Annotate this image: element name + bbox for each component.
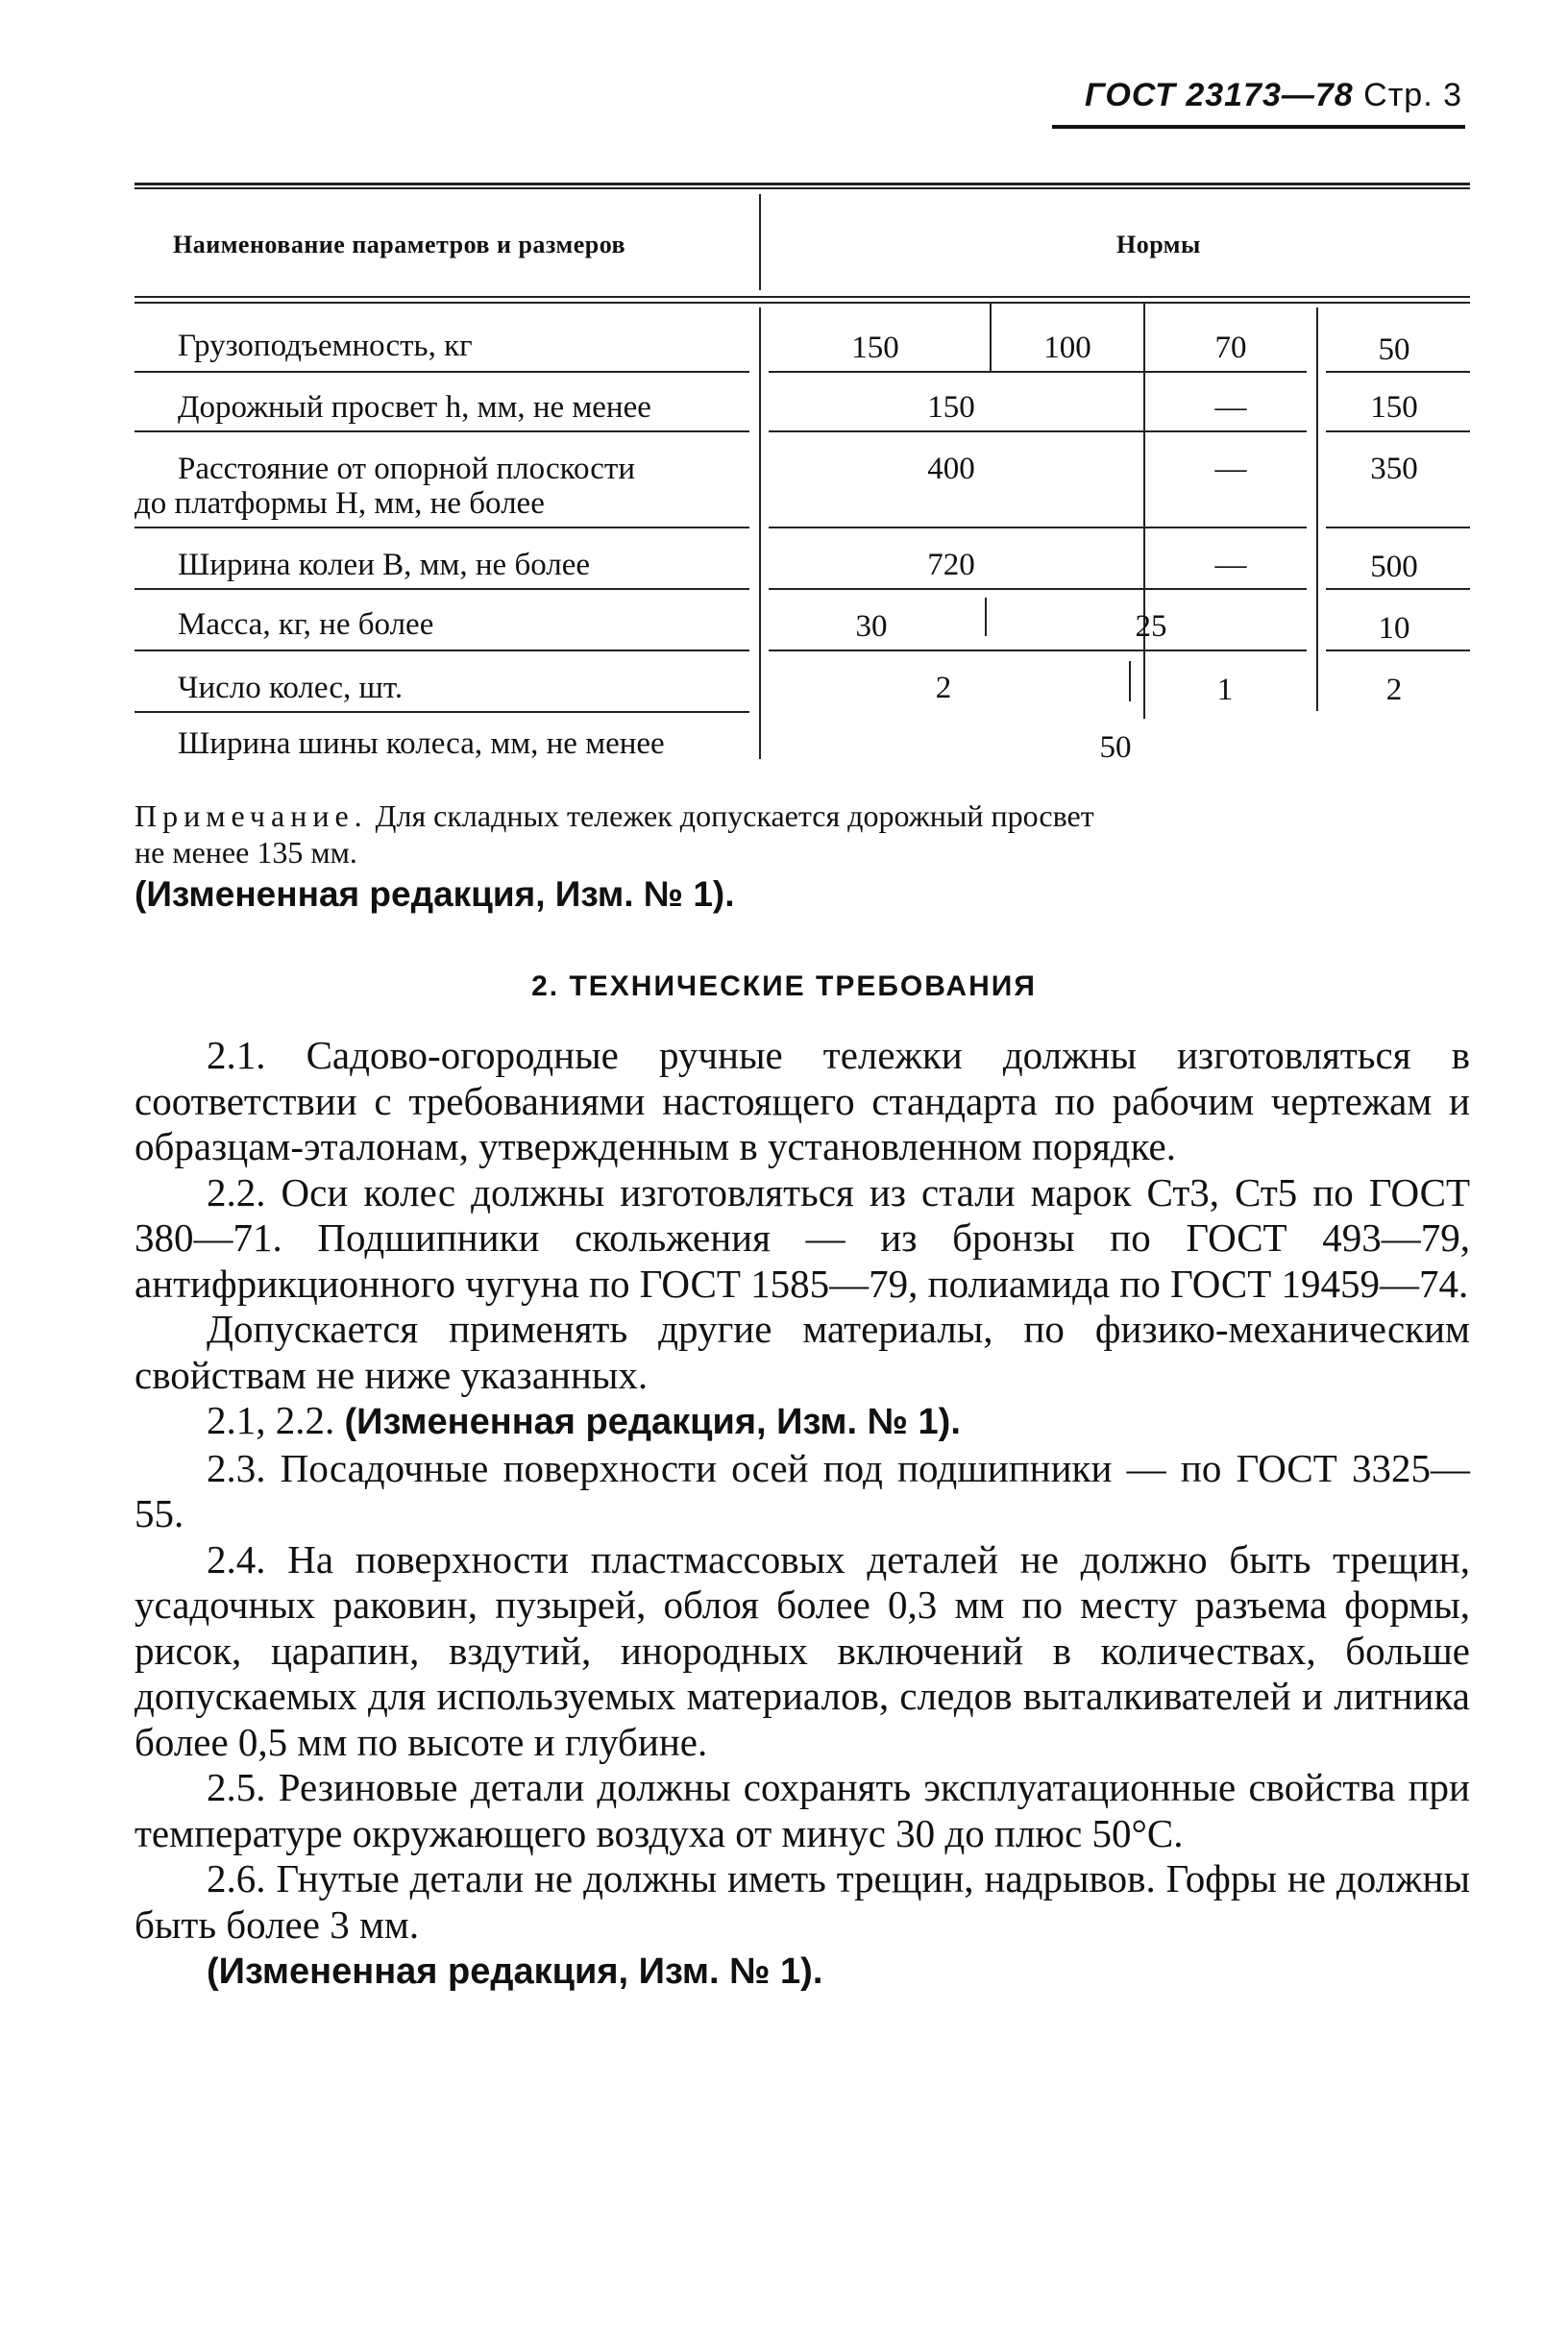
amend-prefix: 2.1, 2.2.: [207, 1398, 335, 1442]
doc-number: ГОСТ 23173—78: [1084, 77, 1354, 113]
row6-div: [1129, 661, 1131, 701]
table-note: [135, 797, 1470, 871]
cell-capacity-4: 50: [1378, 332, 1410, 367]
row-label-tyre: Ширина шины колеса, мм, не менее: [178, 726, 665, 761]
row5-div: [985, 598, 987, 636]
row-label-height-2: до платформы H, мм, не более: [135, 486, 545, 521]
row-label-capacity: Грузоподъемность, кг: [178, 329, 473, 363]
amend-2-text: (Измененная редакция, Изм. № 1).: [207, 1951, 823, 1992]
header-rule: [1052, 125, 1465, 129]
clause-2-6: 2.6. Гнутые детали не должны иметь трещин, надрывов. Гофры не должны быть более 3 мм.: [135, 1856, 1470, 1947]
rule: [1326, 588, 1470, 590]
rule: [769, 588, 1307, 590]
cell-clearance-1: 150: [927, 390, 975, 425]
cell-capacity-2: 100: [1043, 331, 1091, 365]
requirements-body: [135, 1033, 1470, 1996]
cell-capacity-1: 150: [851, 331, 899, 365]
amend-text: (Измененная редакция, Изм. № 1).: [344, 1402, 961, 1442]
rule: [769, 371, 1307, 373]
amendment-note-2: [135, 1398, 1470, 1446]
header-bottom-rule: [135, 296, 1470, 298]
rule: [135, 371, 749, 373]
clause-2-1: 2.1. Садово-огородные ручные тележки должны изготовляться в соответствии с требованиями настоящего стандарта по рабочим чертежам и образцам-эталонам, утвержденным в установленном порядке.: [135, 1033, 1470, 1168]
note-lead: Примечание.: [135, 798, 368, 833]
clause-2-2-note: Допускается применять другие материалы, по физико-механическим свойствам не ниже указанных.: [135, 1307, 1470, 1397]
rule: [1326, 650, 1470, 651]
cell-height-1: 400: [927, 452, 975, 486]
cell-height-2: —: [1214, 452, 1247, 486]
rule: [1326, 527, 1470, 528]
cell-wheels-3: 2: [1385, 673, 1403, 707]
cell-clearance-3: 150: [1370, 390, 1418, 425]
rule: [1326, 371, 1470, 373]
rule: [135, 588, 749, 590]
cell-mass-3: 10: [1378, 611, 1410, 646]
clause-2-4: 2.4. На поверхности пластмассовых деталей не должно быть трещин, усадочных раковин, пузырей, облоя более 0,3 мм по месту разъема формы, рисок, царапин, вздутий, инородных включений в количествах, больше допускаемых для используемых материалов, следов выталкивателей и литника более 0,5 мм по высоте и глубине.: [135, 1536, 1470, 1764]
rule: [1326, 430, 1470, 432]
rule: [135, 430, 749, 432]
note-line-2: не менее 135 мм.: [135, 835, 357, 870]
cell-tyre: 50: [1099, 730, 1132, 765]
cell-wheels-1: 2: [935, 671, 952, 705]
rule: [135, 711, 749, 713]
cell-wheels-2: 1: [1216, 673, 1234, 707]
page-number: Стр. 3: [1363, 77, 1462, 113]
col-divider-last: [1316, 307, 1318, 711]
page-header: [1047, 77, 1462, 114]
cell-capacity-3: 70: [1214, 331, 1247, 365]
header-params: Наименование параметров и размеров: [173, 231, 626, 258]
amendment-note-1: (Измененная редакция, Изм. № 1).: [135, 874, 735, 914]
cell-track-1: 720: [927, 548, 975, 582]
rule: [769, 650, 1307, 651]
note-line-1: Для складных тележек допускается дорожный просвет: [375, 798, 1094, 833]
clause-2-5: 2.5. Резиновые детали должны сохранять эксплуатационные свойства при температуре окружающего воздуха от минус 30 до плюс 50°С.: [135, 1765, 1470, 1855]
rule: [135, 527, 749, 528]
row-label-wheels: Число колес, шт.: [178, 671, 404, 705]
cell-track-2: —: [1214, 548, 1247, 582]
cell-mass-1: 30: [855, 609, 888, 644]
rule: [135, 650, 749, 651]
row-label-height-1: Расстояние от опорной плоскости: [178, 452, 636, 486]
rule: [769, 430, 1307, 432]
header-norms: Нормы: [1116, 231, 1201, 258]
section-title: 2. ТЕХНИЧЕСКИЕ ТРЕБОВАНИЯ: [531, 970, 1037, 1002]
specs-table: [135, 183, 1470, 769]
cell-mass-2: 25: [1135, 609, 1167, 644]
row-label-clearance: Дорожный просвет h, мм, не менее: [178, 390, 651, 425]
row-label-mass: Масса, кг, не более: [178, 607, 434, 642]
clause-2-2: 2.2. Оси колес должны изготовляться из стали марок Ст3, Ст5 по ГОСТ 380—71. Подшипники скольжения — из бронзы по ГОСТ 493—79, антифрикционного чугуна по ГОСТ 1585—79, полиамида по ГОСТ 19459—74.: [135, 1169, 1470, 1306]
table-top-rule: [135, 183, 1470, 185]
cell-height-3: 350: [1370, 452, 1418, 486]
cell-track-3: 500: [1370, 550, 1418, 584]
col-divider-c: [1143, 373, 1145, 719]
amendment-note-3: [135, 1948, 1470, 1996]
table-top-rule-2: [135, 187, 1470, 189]
clause-2-3: 2.3. Посадочные поверхности осей под подшипники — по ГОСТ 3325—55.: [135, 1445, 1470, 1535]
header-bottom-rule-2: [135, 302, 1470, 304]
header-divider: [759, 194, 761, 290]
rule: [769, 527, 1307, 528]
cell-clearance-2: —: [1214, 390, 1247, 425]
row-label-track: Ширина колеи B, мм, не более: [178, 548, 591, 582]
